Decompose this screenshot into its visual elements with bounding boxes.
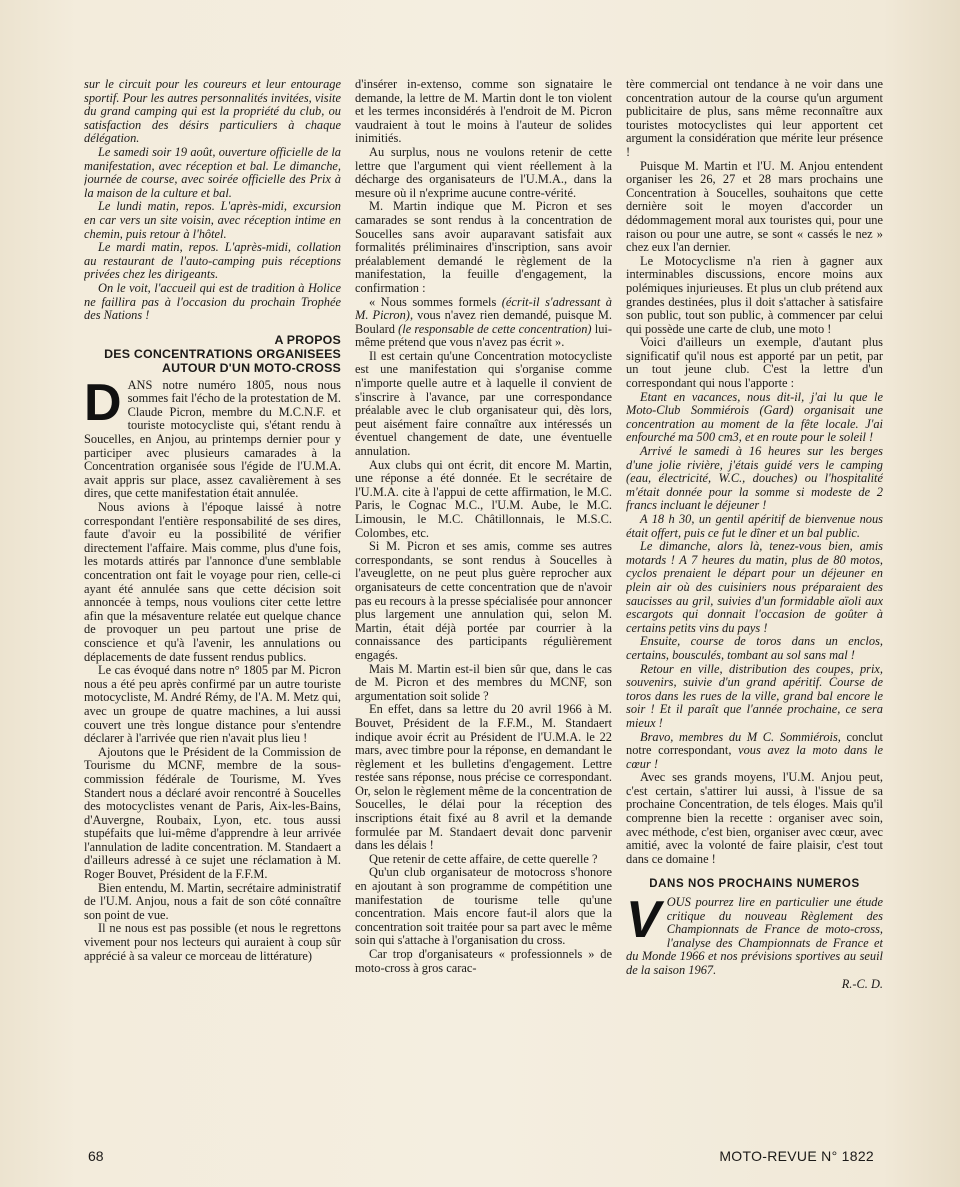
paragraph [626, 731, 883, 772]
quote-paragraph [355, 296, 612, 350]
quote-text: lui-même prétend que vous n'avez pas écrit ». [355, 321, 612, 350]
paragraph: Il est certain qu'une Concentration motocycliste est une manifestation qui s'organise comme n'importe quelle autre et à laquelle il convient de s'inscrire à l'avance, par une correspondance préalable avec le club organisateur qui, dès lors, peut aisément faire connaître aux intéressés un éventuel changement de date, une éventuelle annulation. [355, 348, 612, 459]
paragraph: Au surplus, nous ne voulons retenir de cette lettre que l'argument qui vient réellement à la décharge des organisateurs de l'U.M.A., dans la mesure où il n'exprime aucune contre-vérité. [355, 144, 612, 200]
letter-paragraph: Arrivé le samedi à 16 heures sur les berges d'une jolie rivière, j'étais guidé vers le camping (eau, électricité, W.C., douches) ou l'hospitalité m'était donnée pour la somme si modeste de 2 francs incluant le déjeuner ! [626, 444, 883, 513]
page-number: 68 [88, 1148, 104, 1164]
paragraph: Voici d'ailleurs un exemple, d'autant plus significatif qu'il nous est apporté par un petit, par un tout jeune club. C'est la lettre d'un correspondant qui nous l'apporte : [626, 335, 883, 391]
heading-line: A PROPOS [274, 332, 341, 347]
paragraph: d'insérer in-extenso, comme son signataire le demande, la lettre de M. Martin dont le ton violent et les termes inconsidérés à l'endroit de M. Picron vaudraient à tout le moins à l'auteur de solides inimitiés. [355, 78, 612, 146]
heading-line: DES CONCENTRATIONS ORGANISEES [104, 346, 341, 361]
letter-paragraph: Etant en vacances, nous dit-il, j'ai lu que le Moto-Club Sommiérois (Gard) organisait une concentration au moment de la fête locale. J'ai enfourché ma 500 cm3, et en route pour le soleil ! [626, 389, 883, 445]
announcement-text: OUS pourrez lire en particulier une étude critique du nouveau Règlement des Championnats de France de moto-cross, l'analyse des Championnats de France et du Monde 1966 et nos prévisions sportives au seuil de la saison 1967. [626, 895, 883, 977]
section-heading: DANS NOS PROCHAINS NUMEROS [649, 878, 860, 891]
paragraph: Le mardi matin, repos. L'après-midi, collation au restaurant de l'auto-camping puis réceptions privées chez les dirigeants. [84, 240, 341, 282]
paragraph: Le lundi matin, repos. L'après-midi, excursion en car vers un site voisin, avec réception intime en chemin, puis retour à l'hôtel. [84, 199, 341, 241]
paragraph: sur le circuit pour les coureurs et leur entourage sportif. Pour les autres personnalités invitées, visite du grand camping qui est la propriété du club, ou satisfaction des désirs particuliers à chaque délégation. [84, 78, 341, 146]
paragraph: Puisque M. Martin et l'U. M. Anjou entendent organiser les 26, 27 et 28 mars prochains une Concentration à Soucelles, souhaitons que cette dernière soit le moyen d'accorder un dédommagement moral aux touristes qui, pour une raison ou pour une autre, se sont « cassés le nez » chez eux l'an dernier. [626, 158, 883, 255]
paragraph: Que retenir de cette affaire, de cette querelle ? [369, 851, 598, 866]
paragraph: Le Motocyclisme n'a rien à gagner aux interminables discussions, encore moins aux polémiques injurieuses. Et plus un club prétend aux grandes destinées, plus il doit s'attacher à satisfaire son public, tout son public, à commencer par celui qui possède une carte de club, une moto ! [626, 253, 883, 336]
narration-text: conclut notre correspondant, [626, 729, 883, 758]
quote-aside: (le responsable de cette concentration) [398, 321, 592, 336]
letter-paragraph: A 18 h 30, un gentil apéritif de bienvenue nous était offert, puis ce fut le dîner et un bal public. [626, 512, 883, 540]
paragraph: Si M. Picron et ses amis, comme ses autres correspondants, se sont rendus à Soucelles à l'aveuglette, on ne peut plus guère reprocher aux organisateurs de cette concentration que de n'avoir pas eu recours à la presse spécialisée pour annoncer plus largement une annulation qui, selon M. Martin, était déjà portée par courrier à la connaissance des participants régulièrement engagés. [355, 539, 612, 662]
paragraph: Bien entendu, M. Martin, secrétaire administratif de l'U.M. Anjou, nous a fait de son côté connaître son point de vue. [84, 880, 341, 922]
letter-text: vous avez la moto dans le cœur ! [626, 743, 883, 771]
paragraph: Mais M. Martin est-il bien sûr que, dans le cas de M. Picron et des membres du MCNF, son argumentation soit solide ? [355, 661, 612, 703]
lead-paragraph [84, 373, 341, 501]
text-columns [84, 78, 884, 1138]
letter-text: Bravo, membres du M C. Sommiérois, [640, 729, 841, 744]
signature: R.-C. D. [841, 976, 883, 991]
column-2 [355, 78, 612, 1138]
drop-cap: V [626, 891, 661, 950]
announcement-paragraph [626, 891, 883, 978]
heading-line: AUTOUR D'UN MOTO-CROSS [162, 360, 341, 375]
column-1 [84, 78, 341, 1138]
drop-cap: D [84, 373, 122, 432]
paragraph: M. Martin indique que M. Picron et ses camarades se sont rendus à la concentration de Soucelles sans avoir auparavant satisfait aux formalités préliminaires d'inscription, sans avoir préalablement demandé le règlement de la manifestation, la feuille d'engagement, la confirmation : [355, 199, 612, 295]
paragraph: Car trop d'organisateurs « professionnels » de moto-cross à gros carac- [355, 947, 612, 975]
lead-text: ANS notre numéro 1805, nous nous sommes fait l'écho de la protestation de M. Claude Picron, membre du M.C.N.F. et touriste motocycliste qui, s'étant rendu à Soucelles, en Anjou, au printemps dernier pour y participer avec plusieurs camarades à la Concentration organisée sous l'égide de l'U.M.A. avait appris sur place, assez cavalièrement à ses dires, que cette manifestation était annulée. [84, 377, 341, 501]
quote-aside: (écrit-il s'adressant à M. Picron) [355, 294, 612, 323]
paragraph: Qu'un club organisateur de motocross s'honore en ajoutant à son programme de compétition une manifestation de tourisme telle qu'une concentration. Mais encore faut-il alors que la concentration soit traitée pour sa part avec le même soin qui s'attache à l'organisation du cross. [355, 865, 612, 948]
article-heading [84, 333, 341, 375]
paragraph: Le samedi soir 19 août, ouverture officielle de la manifestation, avec réception et bal. Le dimanche, journée de course, avec soirée officielle des Prix à la maison de la culture et bal. [84, 144, 341, 200]
magazine-issue: MOTO-REVUE N° 1822 [719, 1148, 874, 1164]
letter-paragraph: Retour en ville, distribution des coupes, prix, souvenirs, suivie d'un grand apéritif. Course de toros dans les rues de la ville, grand bal encore le soir ! Et il paraît que l'année prochaine, ce sera mieux ! [626, 661, 883, 730]
quote-text: , vous n'avez rien demandé, puisque M. Boulard [355, 308, 612, 336]
quote-text: « Nous sommes formels [369, 294, 502, 309]
paragraph: Avec ses grands moyens, l'U.M. Anjou peut, c'est certain, s'attirer lui aussi, à l'issue de sa prochaine Concentration, de tels éloges. Mais qu'il comprenne bien la recette : organiser avec soin, avec méthode, c'est bien, organiser avec cœur, avec amitié, avec la volonté de faire plaisir, c'est tout dans ce domaine ! [626, 770, 883, 866]
paragraph: tère commercial ont tendance à ne voir dans une concentration autour de la course qu'un argument publicitaire de plus, sans même reconnaître aux touristes motocyclistes qui leur apportent cet argument la considération que mérite leur présence ! [626, 78, 883, 159]
paragraph: En effet, dans sa lettre du 20 avril 1966 à M. Bouvet, Président de la F.F.M., M. Standaert indique avoir écrit au Président de l'U.M.A. le 22 mars, avec timbre pour la réponse, en demandant le règlement et les bulletins d'engagement. Lettre restée sans réponse, nous précise ce correspondant. Or, selon le règlement même de la concentration de Soucelles, le délai pour la réception des inscriptions était fixé au 8 avril et la demande formulée par M. Standaert devait donc parvenir dans les délais ! [355, 702, 612, 853]
column-3 [626, 78, 883, 1138]
letter-paragraph: Le dimanche, alors là, tenez-vous bien, amis motards ! A 7 heures du matin, plus de 80 motos, cyclos prenaient le départ pour un déjeuner en plein air où des cuisiniers nous préparaient des saucisses au gril, suivies d'un formidable aïoli aux escargots qui donnait l'occasion de goûter à certains petits vins du pays ! [626, 539, 883, 635]
paragraph: Le cas évoqué dans notre n° 1805 par M. Picron nous a été peu après confirmé par un autre touriste motocycliste, M. André Rémy, de l'A. M. Metz qui, avec un groupe de quatre machines, a lui aussi couvert une très longue distance pour s'entendre déclarer à l'arrivée que rien n'avait plus lieu ! [84, 663, 341, 746]
letter-paragraph: Ensuite, course de toros dans un enclos, certains, bousculés, tombant au sol sans mal ! [626, 634, 883, 662]
paragraph: Nous avions à l'époque laissé à notre correspondant l'entière responsabilité de ses dires, faute d'avoir eu la possibilité de vérifier directement l'affaire. Mais comme, plus d'une fois, les motards attirés par l'annonce d'une semblable concentration ont fait le voyage pour rien, celle-ci ayant été annulée sans que cette décision soit annoncée à temps, nous voulions citer cette lettre afin que la mésaventure relatée eut quelque chance de provoquer un peu partout une prise de conscience et qu'à l'avenir, les annulations ou déplacements de date fussent rendus publics. [84, 500, 341, 664]
paragraph: On le voit, l'accueil qui est de tradition à Holice ne faillira pas à l'occasion du prochain Trophée des Nations ! [84, 280, 341, 323]
paragraph: Ajoutons que le Président de la Commission de Tourisme du MCNF, membre de la sous-commission fédérale de Tourisme, M. Yves Standert nous a déclaré avoir rencontré à Soucelles des motocyclistes venant de Paris, Aix-les-Bains, d'Auvergne, Roubaix, Lyon, etc. tous aussi stupéfaits que lui-même d'apprendre à leur arrivée l'annulation de ladite concentration. M. Standaert a d'ailleurs adressé à ce sujet une réclamation à M. Roger Bouvet, Président de la F.F.M. [84, 744, 341, 882]
paragraph: Il ne nous est pas possible (et nous le regrettons vivement pour nos lecteurs qui auraient à coup sûr apprécié à sa valeur ce morceau de littérature) [84, 921, 341, 963]
paragraph: Aux clubs qui ont écrit, dit encore M. Martin, une réponse a été donnée. Et le secrétaire de l'U.M.A. cite à l'appui de cette affirmation, le M.C. Paris, le Cognac M.C., l'U.M. Aube, le M.C. Limousin, le M.C. Châtillonnais, le M.S.C. Colombes, etc. [355, 457, 612, 540]
